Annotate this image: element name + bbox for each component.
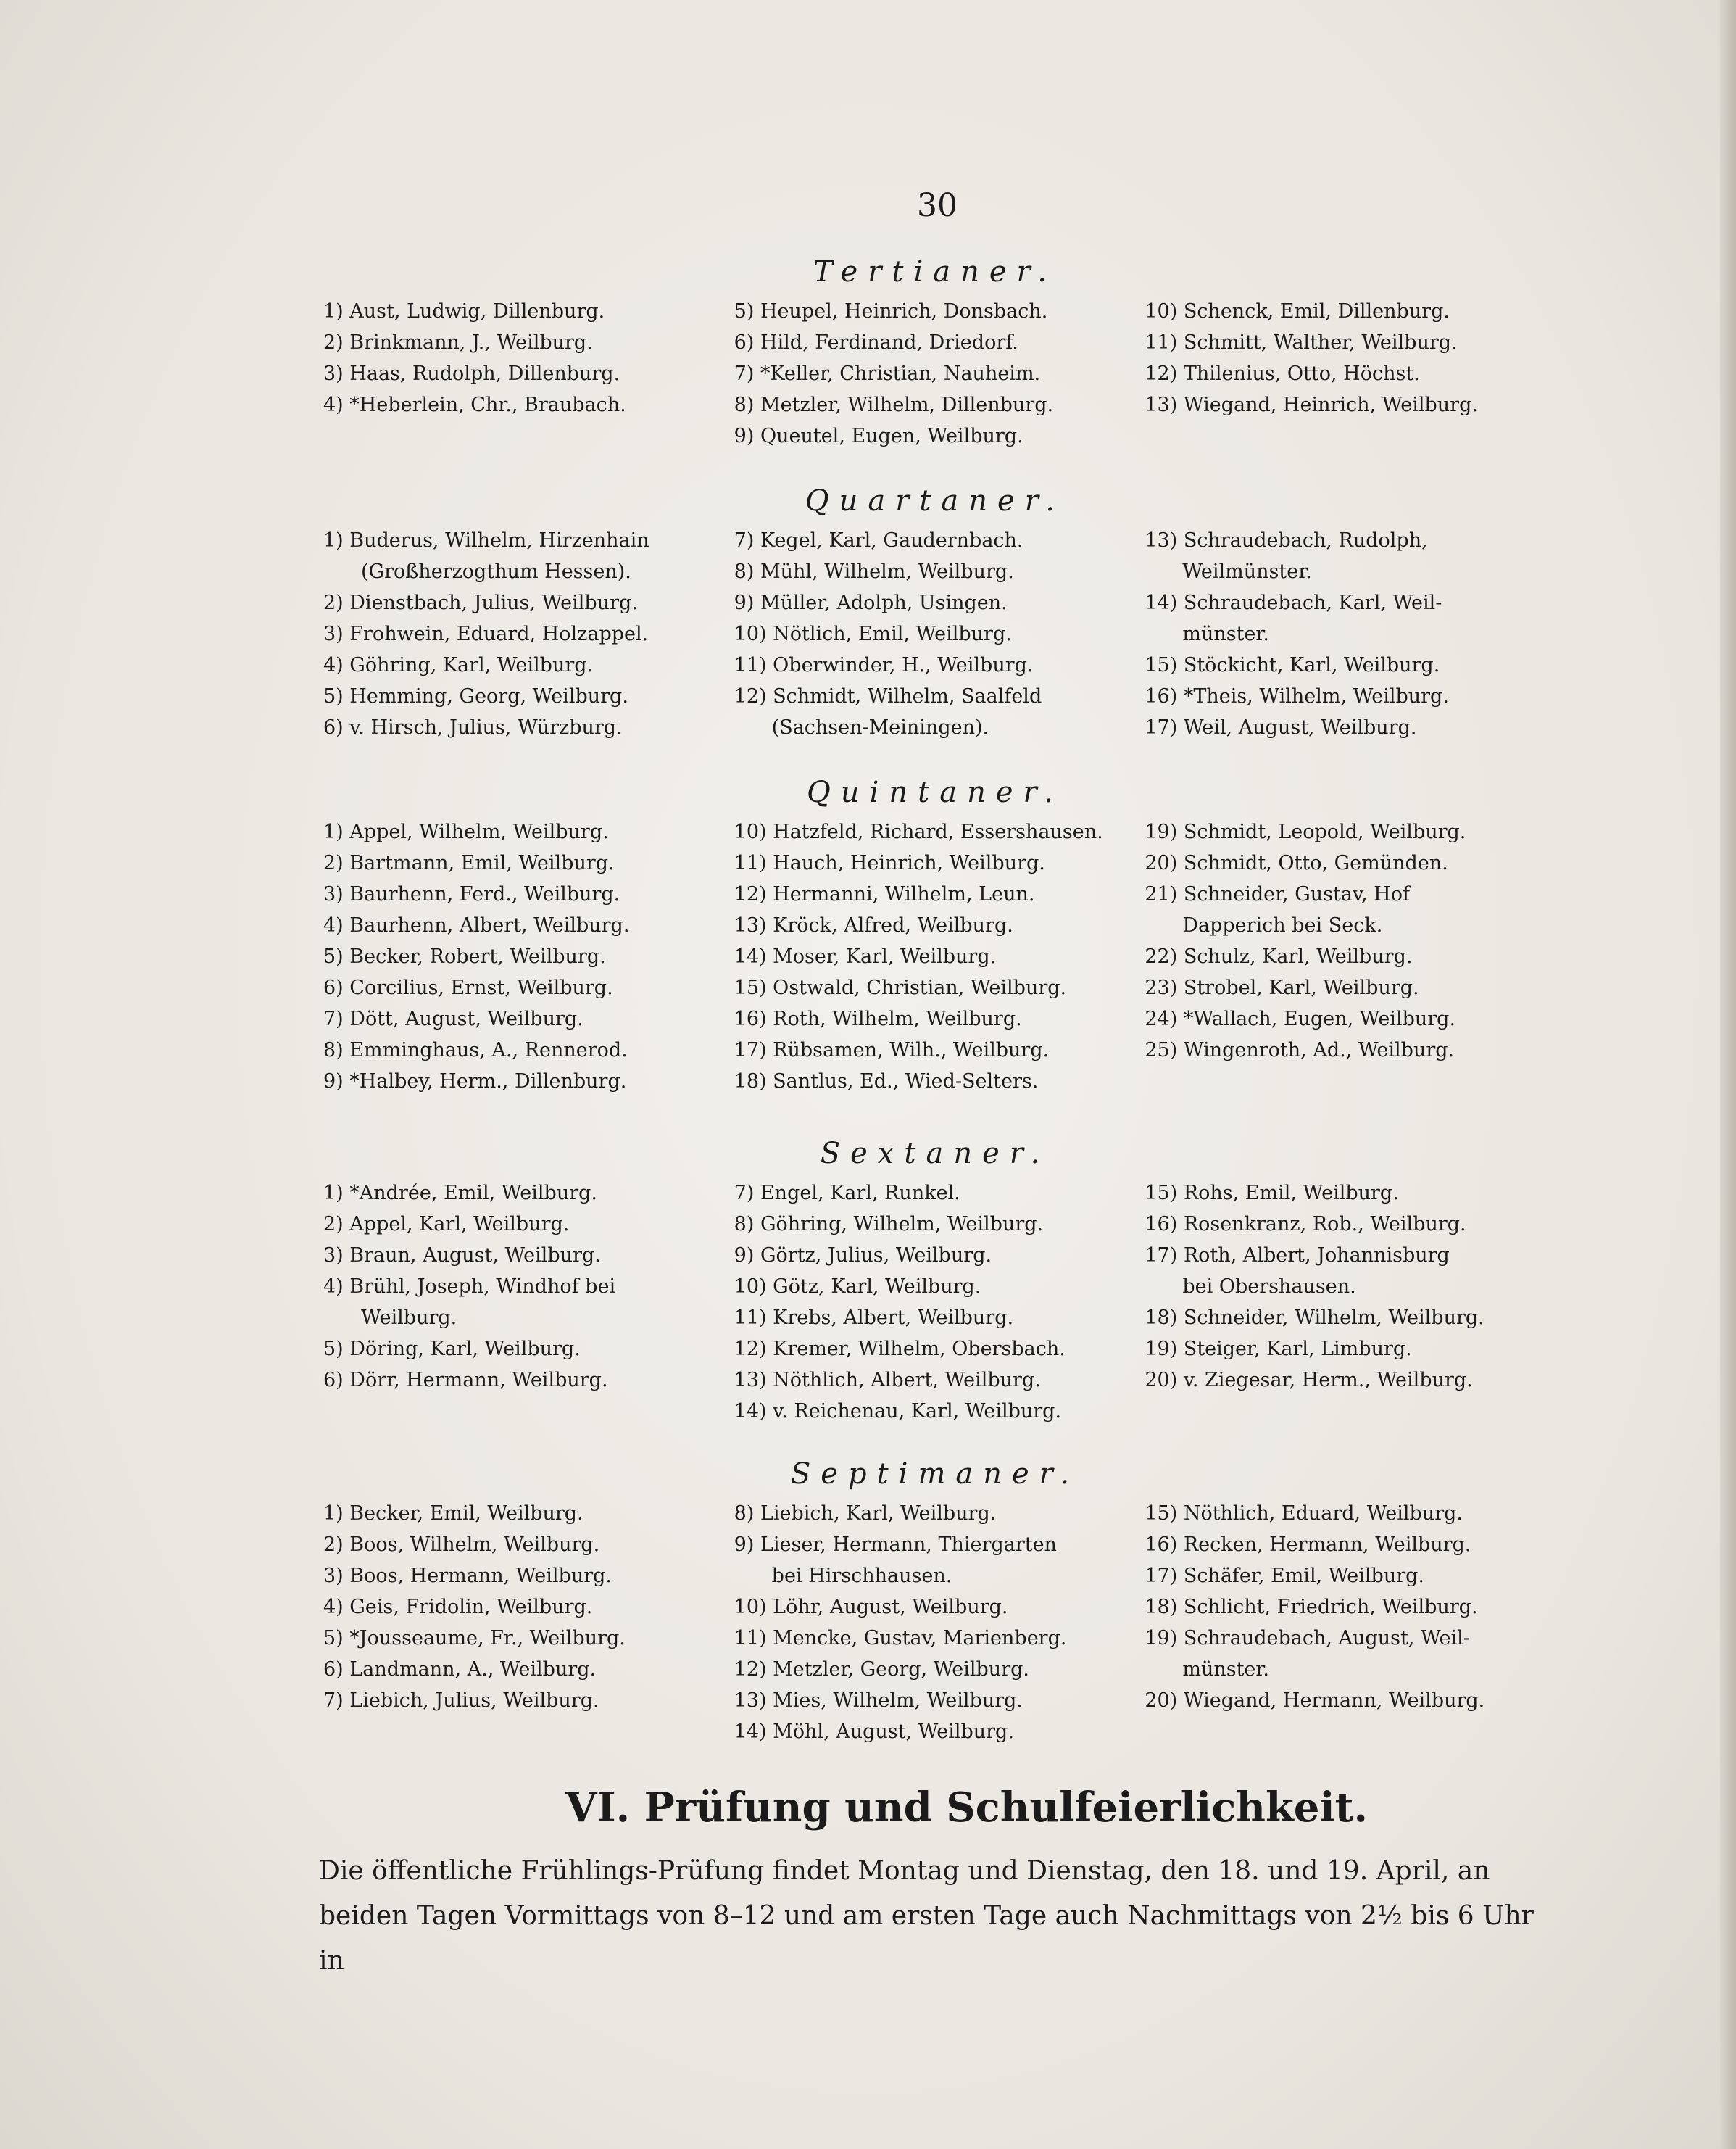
student-entry: 10) Löhr, August, Weilburg. <box>734 1596 1008 1618</box>
student-entry: 12) Thilenius, Otto, Höchst. <box>1145 363 1420 385</box>
student-entry: 15) Rohs, Emil, Weilburg. <box>1145 1182 1399 1204</box>
student-entry: (Großherzogthum Hessen). <box>361 560 631 583</box>
student-entry: 4) *Heberlein, Chr., Braubach. <box>323 394 626 416</box>
student-entry: 8) Emminghaus, A., Rennerod. <box>323 1039 628 1061</box>
student-entry: 16) *Theis, Wilhelm, Weilburg. <box>1145 685 1449 708</box>
student-entry: 17) Schäfer, Emil, Weilburg. <box>1145 1565 1424 1587</box>
student-entry: 4) Brühl, Joseph, Windhof bei <box>323 1275 616 1298</box>
column <box>730 296 1141 452</box>
student-entry: 2) Bartmann, Emil, Weilburg. <box>323 852 615 874</box>
student-entry: bei Obershausen. <box>1182 1275 1356 1298</box>
section-tertianer <box>319 255 1551 452</box>
student-entry: 5) *Jousseaume, Fr., Weilburg. <box>323 1627 626 1649</box>
student-entry: 11) Schmitt, Walther, Weilburg. <box>1145 331 1458 354</box>
section-sextaner <box>319 1137 1551 1427</box>
student-entry: 7) Dött, August, Weilburg. <box>323 1008 583 1030</box>
student-entry: 13) Schraudebach, Rudolph, <box>1145 529 1428 552</box>
section-title: Quartaner. <box>805 484 1066 518</box>
student-entry: Dapperich bei Seck. <box>1182 914 1383 937</box>
student-entry: münster. <box>1182 623 1269 645</box>
columns <box>319 1177 1551 1427</box>
student-entry: 13) Mies, Wilhelm, Weilburg. <box>734 1689 1023 1712</box>
column <box>1140 525 1551 743</box>
student-entry: 6) Dörr, Hermann, Weilburg. <box>323 1369 608 1391</box>
student-entry: 16) Rosenkranz, Rob., Weilburg. <box>1145 1213 1466 1235</box>
student-entry: 18) Schneider, Wilhelm, Weilburg. <box>1145 1307 1484 1329</box>
student-entry: 13) Kröck, Alfred, Weilburg. <box>734 914 1013 937</box>
columns <box>319 296 1551 452</box>
student-entry: 2) Brinkmann, J., Weilburg. <box>323 331 593 354</box>
student-entry: 11) Oberwinder, H., Weilburg. <box>734 654 1034 676</box>
student-entry: 5) Döring, Karl, Weilburg. <box>323 1338 581 1360</box>
section-title: Quintaner. <box>807 776 1063 809</box>
student-entry: 24) *Wallach, Eugen, Weilburg. <box>1145 1008 1456 1030</box>
column <box>1140 296 1551 452</box>
student-entry: 19) Schmidt, Leopold, Weilburg. <box>1145 821 1466 843</box>
student-entry: 3) Boos, Hermann, Weilburg. <box>323 1565 612 1587</box>
student-entry: 12) Metzler, Georg, Weilburg. <box>734 1658 1029 1681</box>
student-entry: 20) Schmidt, Otto, Gemünden. <box>1145 852 1448 874</box>
student-entry: 4) Baurhenn, Albert, Weilburg. <box>323 914 630 937</box>
column <box>730 1498 1141 1747</box>
student-entry: 8) Liebich, Karl, Weilburg. <box>734 1502 997 1525</box>
student-entry: 9) *Halbey, Herm., Dillenburg. <box>323 1070 627 1093</box>
student-entry: 13) Nöthlich, Albert, Weilburg. <box>734 1369 1041 1391</box>
section-quartaner <box>319 484 1551 743</box>
student-entry: 6) v. Hirsch, Julius, Würzburg. <box>323 716 623 739</box>
student-entry: 19) Schraudebach, August, Weil- <box>1145 1627 1470 1649</box>
student-entry: (Sachsen-Meiningen). <box>771 716 989 739</box>
student-entry: 20) v. Ziegesar, Herm., Weilburg. <box>1145 1369 1473 1391</box>
student-entry: 6) Corcilius, Ernst, Weilburg. <box>323 977 613 999</box>
student-entry: 14) Schraudebach, Karl, Weil- <box>1145 592 1442 614</box>
student-entry: 5) Heupel, Heinrich, Donsbach. <box>734 300 1048 323</box>
student-entry: 1) Appel, Wilhelm, Weilburg. <box>323 821 609 843</box>
paragraph <box>319 1849 1537 1984</box>
column <box>730 525 1141 743</box>
student-entry: 3) Haas, Rudolph, Dillenburg. <box>323 363 620 385</box>
section-quintaner <box>319 776 1551 1097</box>
student-entry: 18) Santlus, Ed., Wied-Selters. <box>734 1070 1039 1093</box>
column <box>319 1177 730 1427</box>
column <box>319 525 730 743</box>
columns <box>319 816 1551 1097</box>
paragraph-line: Die öffentliche Frühlings-Prüfung findet Montag und Dienstag, den 18. und 19. April, an <box>319 1856 1490 1886</box>
student-entry: 16) Recken, Hermann, Weilburg. <box>1145 1533 1471 1556</box>
column <box>730 1177 1141 1427</box>
column <box>1140 1498 1551 1747</box>
student-entry: 23) Strobel, Karl, Weilburg. <box>1145 977 1419 999</box>
student-entry: 13) Wiegand, Heinrich, Weilburg. <box>1145 394 1478 416</box>
student-entry: 9) Queutel, Eugen, Weilburg. <box>734 425 1023 447</box>
student-entry: 10) Hatzfeld, Richard, Essershausen. <box>734 821 1103 843</box>
column <box>319 1498 730 1747</box>
student-entry: 7) *Keller, Christian, Nauheim. <box>734 363 1041 385</box>
student-entry: 16) Roth, Wilhelm, Weilburg. <box>734 1008 1022 1030</box>
student-entry: 1) Becker, Emil, Weilburg. <box>323 1502 583 1525</box>
student-entry: 6) Landmann, A., Weilburg. <box>323 1658 597 1681</box>
student-entry: 11) Krebs, Albert, Weilburg. <box>734 1307 1014 1329</box>
student-entry: 8) Mühl, Wilhelm, Weilburg. <box>734 560 1014 583</box>
student-entry: 6) Hild, Ferdinand, Driedorf. <box>734 331 1018 354</box>
section-title: Septimaner. <box>790 1457 1080 1491</box>
student-entry: 1) Buderus, Wilhelm, Hirzenhain <box>323 529 649 552</box>
student-entry: 2) Dienstbach, Julius, Weilburg. <box>323 592 638 614</box>
student-entry: 25) Wingenroth, Ad., Weilburg. <box>1145 1039 1455 1061</box>
student-entry: Weilburg. <box>361 1307 457 1329</box>
student-entry: 8) Metzler, Wilhelm, Dillenburg. <box>734 394 1054 416</box>
page-edge <box>1720 0 1736 2149</box>
student-entry: 17) Rübsamen, Wilh., Weilburg. <box>734 1039 1050 1061</box>
student-entry: 3) Braun, August, Weilburg. <box>323 1244 601 1267</box>
student-entry: 8) Göhring, Wilhelm, Weilburg. <box>734 1213 1044 1235</box>
student-entry: 10) Schenck, Emil, Dillenburg. <box>1145 300 1450 323</box>
student-entry: 5) Becker, Robert, Weilburg. <box>323 945 606 968</box>
student-entry: bei Hirschhausen. <box>771 1565 952 1587</box>
student-entry: 2) Appel, Karl, Weilburg. <box>323 1213 570 1235</box>
student-entry: 10) Götz, Karl, Weilburg. <box>734 1275 981 1298</box>
student-entry: 15) Nöthlich, Eduard, Weilburg. <box>1145 1502 1463 1525</box>
student-entry: 4) Göhring, Karl, Weilburg. <box>323 654 594 676</box>
student-entry: 14) Moser, Karl, Weilburg. <box>734 945 997 968</box>
student-entry: 12) Kremer, Wilhelm, Obersbach. <box>734 1338 1066 1360</box>
student-entry: 21) Schneider, Gustav, Hof <box>1145 883 1410 906</box>
student-entry: 7) Engel, Karl, Runkel. <box>734 1182 960 1204</box>
student-entry: 12) Schmidt, Wilhelm, Saalfeld <box>734 685 1042 708</box>
student-entry: 7) Liebich, Julius, Weilburg. <box>323 1689 599 1712</box>
column <box>319 816 730 1097</box>
student-entry: 11) Mencke, Gustav, Marienberg. <box>734 1627 1067 1649</box>
student-entry: 10) Nötlich, Emil, Weilburg. <box>734 623 1012 645</box>
student-entry: 14) v. Reichenau, Karl, Weilburg. <box>734 1400 1062 1423</box>
student-entry: 11) Hauch, Heinrich, Weilburg. <box>734 852 1045 874</box>
student-entry: 17) Roth, Albert, Johannisburg <box>1145 1244 1450 1267</box>
section-title: Sextaner. <box>820 1137 1050 1170</box>
student-entry: 9) Lieser, Hermann, Thiergarten <box>734 1533 1057 1556</box>
student-entry: 2) Boos, Wilhelm, Weilburg. <box>323 1533 600 1556</box>
column <box>730 816 1141 1097</box>
student-entry: 18) Schlicht, Friedrich, Weilburg. <box>1145 1596 1478 1618</box>
columns <box>319 1498 1551 1747</box>
paragraph-line: beiden Tagen Vormittags von 8–12 und am ersten Tage auch Nachmittags von 2½ bis 6 Uhr in <box>319 1901 1534 1976</box>
student-entry: 17) Weil, August, Weilburg. <box>1145 716 1417 739</box>
student-entry: 15) Stöckicht, Karl, Weilburg. <box>1145 654 1440 676</box>
student-entry: 1) Aust, Ludwig, Dillenburg. <box>323 300 605 323</box>
student-entry: 15) Ostwald, Christian, Weilburg. <box>734 977 1067 999</box>
student-entry: 22) Schulz, Karl, Weilburg. <box>1145 945 1413 968</box>
column <box>1140 816 1551 1097</box>
student-entry: 12) Hermanni, Wilhelm, Leun. <box>734 883 1035 906</box>
student-entry: 3) Baurhenn, Ferd., Weilburg. <box>323 883 620 906</box>
page-number: 30 <box>917 187 958 224</box>
section-heading: VI. Prüfung und Schulfeierlichkeit. <box>565 1784 1369 1831</box>
column <box>319 296 730 452</box>
section-title: Tertianer. <box>813 255 1057 289</box>
student-entry: 19) Steiger, Karl, Limburg. <box>1145 1338 1412 1360</box>
student-entry: 20) Wiegand, Hermann, Weilburg. <box>1145 1689 1485 1712</box>
student-entry: 9) Görtz, Julius, Weilburg. <box>734 1244 992 1267</box>
student-entry: 7) Kegel, Karl, Gaudernbach. <box>734 529 1023 552</box>
columns <box>319 525 1551 743</box>
student-entry: 3) Frohwein, Eduard, Holzappel. <box>323 623 649 645</box>
student-entry: 4) Geis, Fridolin, Weilburg. <box>323 1596 593 1618</box>
student-entry: 9) Müller, Adolph, Usingen. <box>734 592 1008 614</box>
section-septimaner <box>319 1457 1551 1747</box>
student-entry: 1) *Andrée, Emil, Weilburg. <box>323 1182 597 1204</box>
column <box>1140 1177 1551 1427</box>
student-entry: münster. <box>1182 1658 1269 1681</box>
student-entry: 5) Hemming, Georg, Weilburg. <box>323 685 628 708</box>
student-entry: 14) Möhl, August, Weilburg. <box>734 1721 1014 1743</box>
student-entry: Weilmünster. <box>1182 560 1312 583</box>
